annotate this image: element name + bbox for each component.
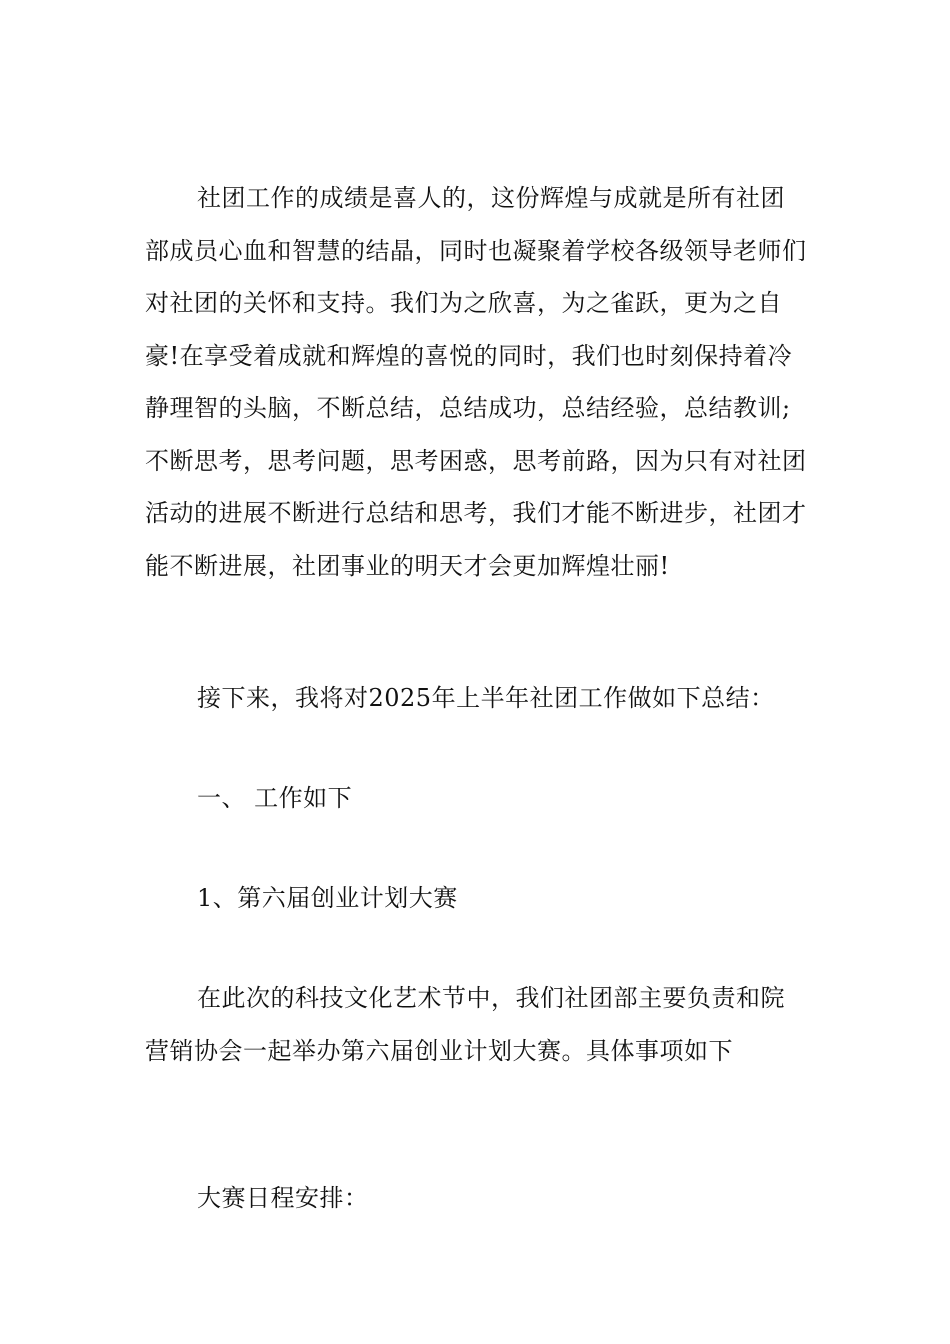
subsection-heading: 1、第六届创业计划大赛 xyxy=(197,884,458,912)
paragraph-intro: 社团工作的成绩是喜人的，这份辉煌与成就是所有社团部成员心血和智慧的结晶，同时也凝聚着学校各级领导老师们对社团的关怀和支持。我们为之欣喜，为之雀跃，更为之自豪!在享受着成就和辉煌的喜悦的同时，我们也时刻保持着冷静理智的头脑，不断总结，总结成功，总结经验，总结教训;不断思考，思考问题，思考困惑，思考前路，因为只有对社团活动的进展不断进行总结和思考，我们才能不断进步，社团才能不断进展，社团事业的明天才会更加辉煌壮丽! xyxy=(145,184,807,580)
schedule-heading: 大赛日程安排： xyxy=(197,1184,369,1212)
paragraph-summary-lead: 接下来，我将对2025年上半年社团工作做如下总结： xyxy=(197,684,775,712)
paragraph-contest-details: 在此次的科技文化艺术节中，我们社团部主要负责和院营销协会一起举办第六届创业计划大赛。具体事项如下 xyxy=(145,984,785,1065)
section-heading: 一、 工作如下 xyxy=(197,784,353,812)
